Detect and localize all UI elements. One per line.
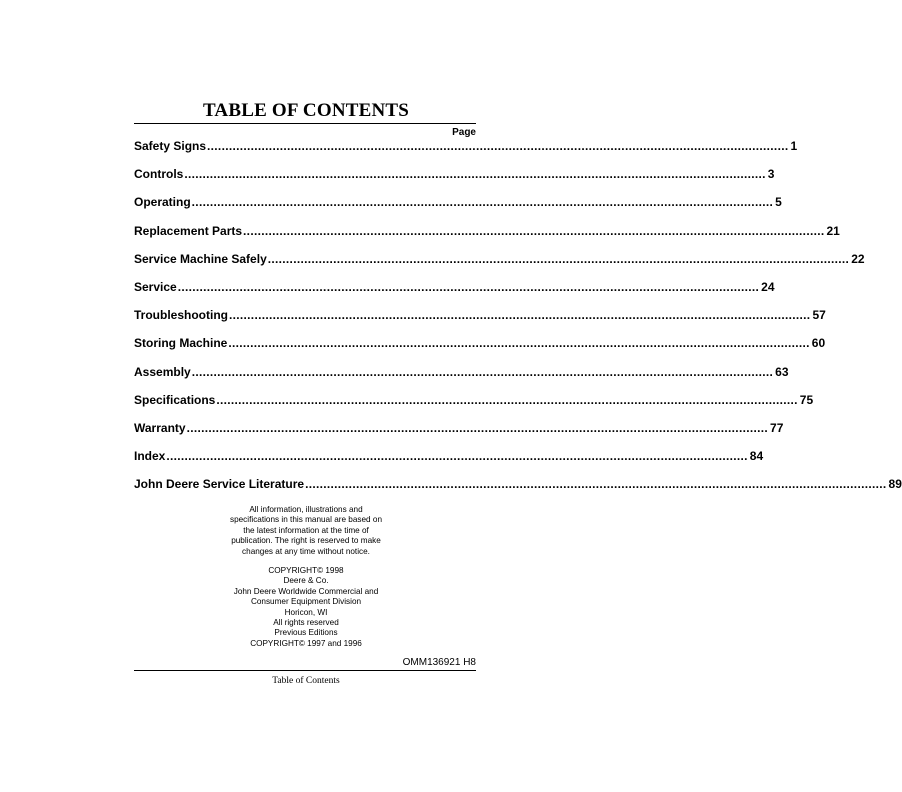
information-notice	[180, 505, 432, 557]
toc-entry-safety-signs[interactable]	[134, 139, 798, 167]
toc-entry-page: 22	[851, 251, 865, 266]
notice-line: the latest information at the time of	[243, 525, 369, 535]
dot-leader: ................................................................................................................................................................	[207, 139, 789, 153]
notice-line: All information, illustrations and	[249, 505, 363, 514]
dot-leader: ................................................................................................................................................................	[216, 392, 798, 407]
toc-entry-label: John Deere Service Literature	[134, 477, 305, 492]
copyright-line: All rights reserved	[273, 618, 339, 628]
toc-entry-label: Troubleshooting	[134, 308, 228, 323]
toc-entry-service-literature[interactable]	[134, 477, 902, 505]
dot-leader: ................................................................................................................................................................	[186, 420, 769, 435]
dot-leader: ................................................................................................................................................................	[191, 364, 774, 379]
copyright-block	[180, 566, 432, 649]
toc-entry-specifications[interactable]	[134, 392, 814, 421]
toc-entry-service[interactable]	[134, 279, 775, 308]
toc-entry-page: 1	[790, 139, 798, 153]
toc-entry-page: 24	[761, 279, 775, 294]
notice-line: publication. The right is reserved to make	[231, 536, 381, 546]
toc-entry-label: Specifications	[134, 392, 216, 407]
toc-entry-page: 89	[888, 477, 902, 492]
copyright-line: John Deere Worldwide Commercial and	[233, 586, 379, 596]
dot-leader: ................................................................................................................................................................	[267, 251, 850, 266]
model-code: OMM136921 H8	[402, 657, 476, 668]
toc-entry-page: 77	[770, 420, 784, 435]
toc-entry-page: 57	[812, 308, 826, 323]
copyright-line: Consumer Equipment Division	[250, 597, 362, 607]
bottom-divider	[134, 670, 476, 671]
toc-entry-controls[interactable]	[134, 167, 775, 195]
notice-line: changes at any time without notice.	[242, 546, 370, 556]
toc-entry-label: Replacement Parts	[134, 223, 243, 238]
toc-entry-label: Operating	[134, 195, 191, 210]
toc-entry-page: 63	[775, 364, 789, 379]
toc-entry-page: 21	[826, 223, 840, 238]
dot-leader: ................................................................................................................................................................	[229, 308, 811, 323]
toc-entry-page: 5	[775, 195, 782, 210]
toc-entry-label: Service	[134, 279, 177, 294]
toc-entry-index[interactable]	[134, 449, 764, 477]
dot-leader: ................................................................................................................................................................	[228, 336, 810, 351]
dot-leader: ................................................................................................................................................................	[184, 167, 766, 182]
toc-entry-label: Assembly	[134, 364, 191, 379]
dot-leader: ................................................................................................................................................................	[305, 477, 887, 492]
page-title: TABLE OF CONTENTS	[202, 100, 410, 121]
toc-list	[134, 139, 902, 505]
top-divider	[134, 123, 476, 124]
dot-leader: ................................................................................................................................................................	[243, 223, 825, 238]
copyright-line: Horicon, WI	[284, 607, 328, 617]
toc-entry-troubleshooting[interactable]	[134, 308, 826, 336]
toc-entry-page: 84	[749, 449, 764, 464]
toc-entry-operating[interactable]	[134, 195, 782, 223]
notice-line: specifications in this manual are based on	[229, 515, 382, 525]
dot-leader: ................................................................................................................................................................	[177, 279, 760, 294]
copyright-line: Deere & Co.	[283, 576, 329, 586]
toc-entry-label: Safety Signs	[134, 139, 207, 153]
page-column-header: Page	[452, 127, 476, 138]
toc-entry-label: Service Machine Safely	[134, 251, 267, 266]
toc-entry-warranty[interactable]	[134, 420, 784, 449]
copyright-line: Previous Editions	[274, 628, 338, 638]
toc-entry-label: Warranty	[134, 420, 186, 435]
toc-entry-label: Index	[134, 449, 166, 464]
copyright-line: COPYRIGHT© 1998	[268, 566, 344, 575]
toc-entry-page: 60	[811, 336, 826, 351]
toc-entry-storing-machine[interactable]	[134, 336, 826, 364]
toc-entry-replacement-parts[interactable]	[134, 223, 840, 252]
toc-entry-service-machine-safely[interactable]	[134, 251, 865, 280]
toc-entry-label: Controls	[134, 167, 184, 182]
toc-entry-page: 3	[767, 167, 775, 182]
copyright-line: COPYRIGHT© 1997 and 1996	[250, 638, 362, 648]
toc-entry-assembly[interactable]	[134, 364, 789, 393]
page-footer: Table of Contents	[272, 676, 340, 686]
dot-leader: ................................................................................................................................................................	[191, 195, 774, 210]
dot-leader: ................................................................................................................................................................	[166, 449, 748, 464]
toc-entry-label: Storing Machine	[134, 336, 228, 351]
toc-entry-page: 75	[799, 392, 814, 407]
